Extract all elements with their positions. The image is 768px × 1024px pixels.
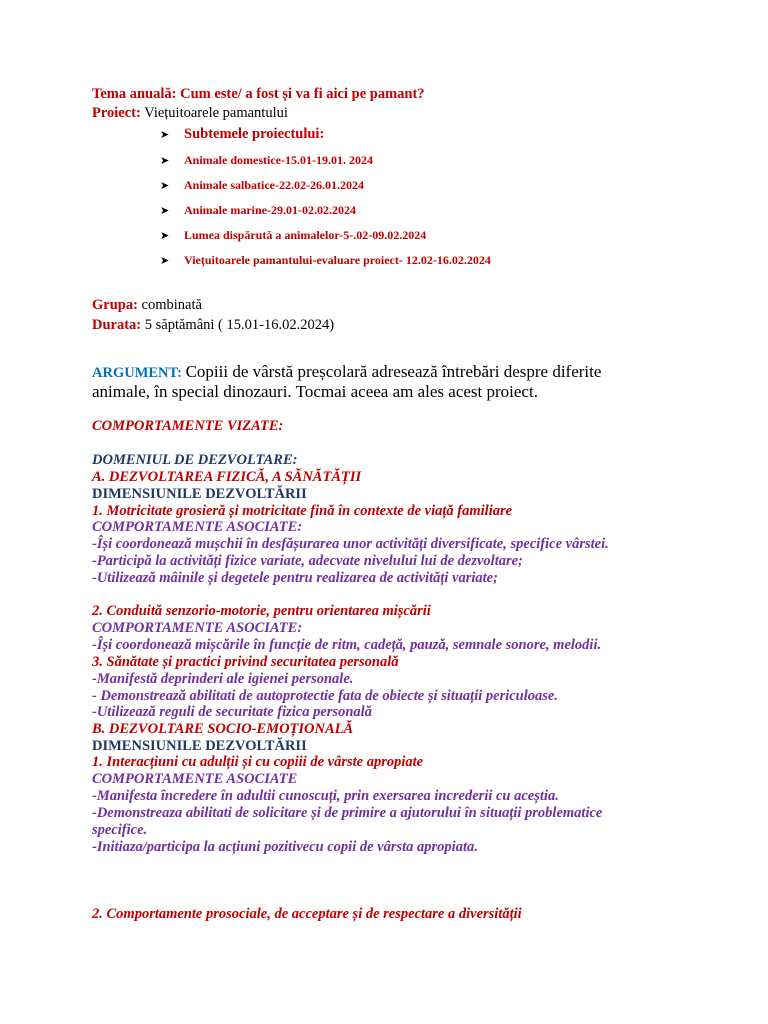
behavior-item: -Demonstreaza abilitati de solicitare și de primire a ajutorului în situații problematice xyxy=(92,805,603,821)
behavior-item: - Demonstrează abilitati de autoprotectie fata de obiecte și situații periculoase. xyxy=(92,688,558,704)
argument-label: ARGUMENT: xyxy=(92,365,182,381)
dimension-2: 2. Conduită senzorio-motorie, pentru orientarea mișcării xyxy=(92,603,431,619)
arrow-bullet-icon: ➤ xyxy=(160,229,170,242)
arrow-bullet-icon: ➤ xyxy=(160,254,170,267)
domain-a-heading: A. DEZVOLTAREA FIZICĂ, A SĂNĂTĂȚII xyxy=(92,469,362,485)
dimension-1: 1. Motricitate grosieră și motricitate fină în contexte de viață familiare xyxy=(92,503,513,519)
theme-value: Cum este/ a fost și va fi aici pe pamant? xyxy=(180,86,425,102)
group-line xyxy=(92,297,202,314)
domain-b-heading: B. DEZVOLTARE SOCIO-EMOȚIONALĂ xyxy=(92,721,354,737)
dimension-3: 3. Sănătate și practici privind securitatea personală xyxy=(92,654,399,670)
subtheme-item: ➤ Animale salbatice-22.02-26.01.2024 xyxy=(160,178,364,192)
subthemes-heading: ➤ Subtemele proiectului: xyxy=(160,126,325,142)
behavior-item: specifice. xyxy=(92,822,148,838)
dimensions-heading: DIMENSIUNILE DEZVOLTĂRII xyxy=(92,738,307,754)
project-label: Proiect: xyxy=(92,105,141,121)
behavior-item: -Își coordonează mișcările în funcție de ritm, cadeță, pauză, semnale sonore, melodii. xyxy=(92,637,602,653)
dimensions-heading: DIMENSIUNILE DEZVOLTĂRII xyxy=(92,486,307,502)
arrow-bullet-icon: ➤ xyxy=(160,179,170,192)
associated-behaviors-heading: COMPORTAMENTE ASOCIATE: xyxy=(92,519,303,535)
dimension-b1: 1. Interacțiuni cu adulții și cu copiii de vârste apropiate xyxy=(92,754,424,770)
theme-line xyxy=(92,86,425,103)
behavior-item: -Își coordonează mușchii în desfășurarea unor activități diversificate, specifice vârstei. xyxy=(92,536,609,552)
argument-line-1: ARGUMENT: Copiii de vârstă preșcolară adresează întrebări despre diferite xyxy=(92,362,602,381)
theme-label: Tema anuală: xyxy=(92,86,177,102)
argument-line-2: animale, în special dinozauri. Tocmai aceea am ales acest proiect. xyxy=(92,382,538,401)
duration-line xyxy=(92,317,334,334)
behavior-item: -Participă la activități fizice variate, adecvate nivelului lui de dezvoltare; xyxy=(92,553,523,569)
subtheme-item: ➤ Lumea dispărută a animalelor-5-.02-09.02.2024 xyxy=(160,228,427,242)
subtheme-item: ➤ Animale marine-29.01-02.02.2024 xyxy=(160,203,356,217)
duration-label: Durata: xyxy=(92,317,142,333)
arrow-bullet-icon: ➤ xyxy=(160,154,170,167)
subtheme-item: ➤ Viețuitoarele pamantului-evaluare proiect- 12.02-16.02.2024 xyxy=(160,253,491,267)
dimension-b2: 2. Comportamente prosociale, de acceptare și de respectare a diversității xyxy=(92,906,522,922)
behavior-item: -Utilizează reguli de securitate fizica personală xyxy=(92,704,372,720)
arrow-bullet-icon: ➤ xyxy=(160,128,170,141)
associated-behaviors-heading: COMPORTAMENTE ASOCIATE: xyxy=(92,620,303,636)
behavior-item: -Utilizează mâinile și degetele pentru realizarea de activități variate; xyxy=(92,570,498,586)
behaviors-title: COMPORTAMENTE VIZATE: xyxy=(92,418,284,434)
project-value: Viețuitoarele pamantului xyxy=(144,105,288,121)
arrow-bullet-icon: ➤ xyxy=(160,204,170,217)
behavior-item: -Initiaza/participa la acțiuni pozitivecu copii de vârsta apropiata. xyxy=(92,839,478,855)
domain-label: DOMENIUL DE DEZVOLTARE: xyxy=(92,452,298,468)
group-value: combinată xyxy=(141,297,202,313)
behavior-item: -Manifesta încredere în adultii cunoscuți, prin exersarea increderii cu aceștia. xyxy=(92,788,559,804)
associated-behaviors-heading: COMPORTAMENTE ASOCIATE xyxy=(92,771,298,787)
group-label: Grupa: xyxy=(92,297,138,313)
duration-value: 5 săptămâni ( 15.01-16.02.2024) xyxy=(144,317,335,333)
behavior-item: -Manifestă deprinderi ale igienei personale. xyxy=(92,671,354,687)
subtheme-item: ➤ Animale domestice-15.01-19.01. 2024 xyxy=(160,153,373,167)
project-line xyxy=(92,105,288,122)
